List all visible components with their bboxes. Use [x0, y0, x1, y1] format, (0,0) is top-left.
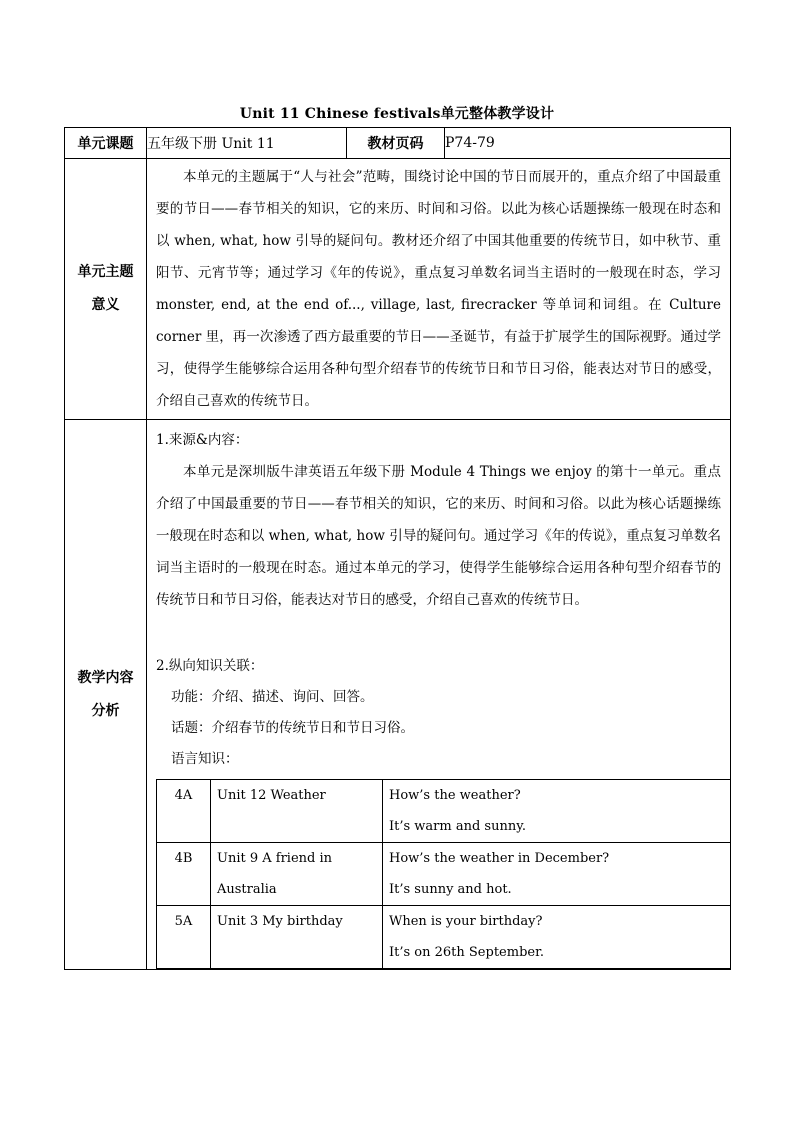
table-row	[157, 906, 731, 969]
document-title: Unit 11 Chinese festivals单元整体教学设计	[239, 106, 555, 122]
knowledge-table	[156, 779, 731, 969]
page-range-label: 教材页码	[347, 128, 445, 159]
sentence-question: How’s the weather?	[389, 788, 521, 803]
unit-cell: Unit 12 Weather	[211, 780, 383, 843]
analysis-row	[65, 420, 731, 970]
theme-label-line1: 单元主题	[77, 264, 134, 280]
lesson-plan-table	[64, 127, 731, 970]
spacer	[147, 618, 730, 650]
unit-cell: Unit 9 A friend in Australia	[211, 843, 383, 906]
language-line: 语言知识：	[171, 751, 239, 767]
sentence-answer: It’s warm and sunny.	[389, 819, 526, 834]
grade-cell: 4A	[157, 780, 211, 843]
unit-cell: Unit 3 My birthday	[211, 906, 383, 969]
sentence-answer: It’s on 26th September.	[389, 945, 544, 960]
header-row	[65, 128, 731, 159]
analysis-label-line1: 教学内容	[77, 669, 134, 686]
theme-paragraph: 本单元的主题属于“人与社会”范畴，围绕讨论中国的节日而展开的，重点介绍了中国最重要的节日——春节相关的知识，它的来历、时间和习俗。以此为核心话题操练一般现在时态和以 when, what, how 引导的疑问句。教材还介绍了中国其他重要的传统节日，如中秋节、重阳节、元宵节等；通过学习《年的传说》，重点复习单数名词当主语时的一般现在时态，学习 monster, end, at the end of..., village, last, firecracker 等单词和词组。在 Culture corner 里，再一次渗透了西方最重要的节日——圣诞节，有益于扩展学生的国际视野。通过学习，使得学生能够综合运用各种句型介绍春节的传统节日和节日习俗，能表达对节日的感受，介绍自己喜欢的传统节日。	[156, 169, 721, 409]
section1-paragraph: 本单元是深圳版牛津英语五年级下册 Module 4 Things we enjoy 的第十一单元。重点介绍了中国最重要的节日——春节相关的知识，它的来历、时间和习俗。以此为核心话题操练一般现在时态和以 when, what, how 引导的疑问句。通过学习《年的传说》，重点复习单数名词当主语时的一般现在时态。通过本单元的学习，使得学生能够综合运用各种句型介绍春节的传统节日和节日习俗，能表达对节日的感受，介绍自己喜欢的传统节日。	[156, 464, 721, 608]
page-range-value: P74-79	[445, 128, 731, 159]
analysis-label-line2: 分析	[91, 702, 120, 719]
theme-row	[65, 159, 731, 420]
theme-label-line2: 意义	[91, 297, 120, 313]
function-line: 功能：介绍、描述、询问、回答。	[171, 689, 374, 705]
topic-line: 话题：介绍春节的传统节日和节日习俗。	[171, 720, 414, 736]
grade-cell: 5A	[157, 906, 211, 969]
grade-cell: 4B	[157, 843, 211, 906]
table-row	[157, 780, 731, 843]
sentence-question: How’s the weather in December?	[389, 851, 610, 866]
theme-label	[65, 159, 147, 420]
theme-content	[147, 159, 731, 420]
sentence-cell	[383, 906, 731, 969]
unit-topic-label: 单元课题	[65, 128, 147, 159]
sentence-question: When is your birthday?	[389, 914, 543, 929]
section1-title: 1.来源&内容：	[156, 432, 249, 448]
sentence-answer: It’s sunny and hot.	[389, 882, 512, 897]
table-row	[157, 843, 731, 906]
analysis-label	[65, 420, 147, 970]
unit-topic-value: 五年级下册 Unit 11	[147, 128, 347, 159]
sentence-cell	[383, 843, 731, 906]
section2-title: 2.纵向知识关联：	[156, 658, 264, 674]
analysis-content	[147, 420, 731, 970]
sentence-cell	[383, 780, 731, 843]
